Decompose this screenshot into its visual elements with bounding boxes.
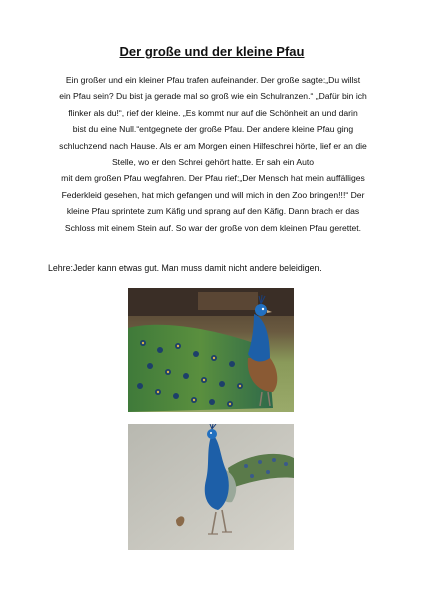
story-line: ein Pfau sein? Du bist ja gerade mal so groß wie ein Schulranzen.“ „Dafür bin ich <box>59 91 367 102</box>
story-title: Der große und der kleine Pfau <box>119 44 305 59</box>
story-line: mit dem großen Pfau wegfahren. Der Pfau rief:„Der Mensch hat mein auffälliges <box>61 173 365 184</box>
story-text <box>38 72 388 236</box>
story-line: Ein großer und ein kleiner Pfau trafen aufeinander. Der große sagte:„Du willst <box>65 75 361 85</box>
peacock-standing-photo <box>128 424 294 550</box>
moral-text: Lehre:Jeder kann etwas gut. Man muss damit nicht andere beleidigen. <box>48 263 322 273</box>
story-line: Stelle, wo er den Schrei gehört hatte. Er sah ein Auto <box>111 157 315 168</box>
story-line: Federkleid gesehen, hat mich gefangen und will mich in den Zoo bringen!!!“ Der <box>61 189 365 200</box>
story-line: schluchzend nach Hause. Als er am Morgen einen Hilfeschrei hörte, lief er an die <box>59 140 367 151</box>
story-line: flinker als du!“, rief der kleine. „Es kommt nur auf die Schönheit an und darin <box>68 107 358 118</box>
story-line: kleine Pfau sprintete zum Käfig und sprang auf den Käfig. Dann brach er das <box>66 206 360 217</box>
peacock-train-photo <box>128 288 294 412</box>
story-line: Schloss mit einem Stein auf. So war der große von dem kleinen Pfau gerettet. <box>64 222 362 233</box>
story-line: bist du eine Null.“entgegnete der große Pfau. Der andere kleine Pfau ging <box>72 124 354 135</box>
